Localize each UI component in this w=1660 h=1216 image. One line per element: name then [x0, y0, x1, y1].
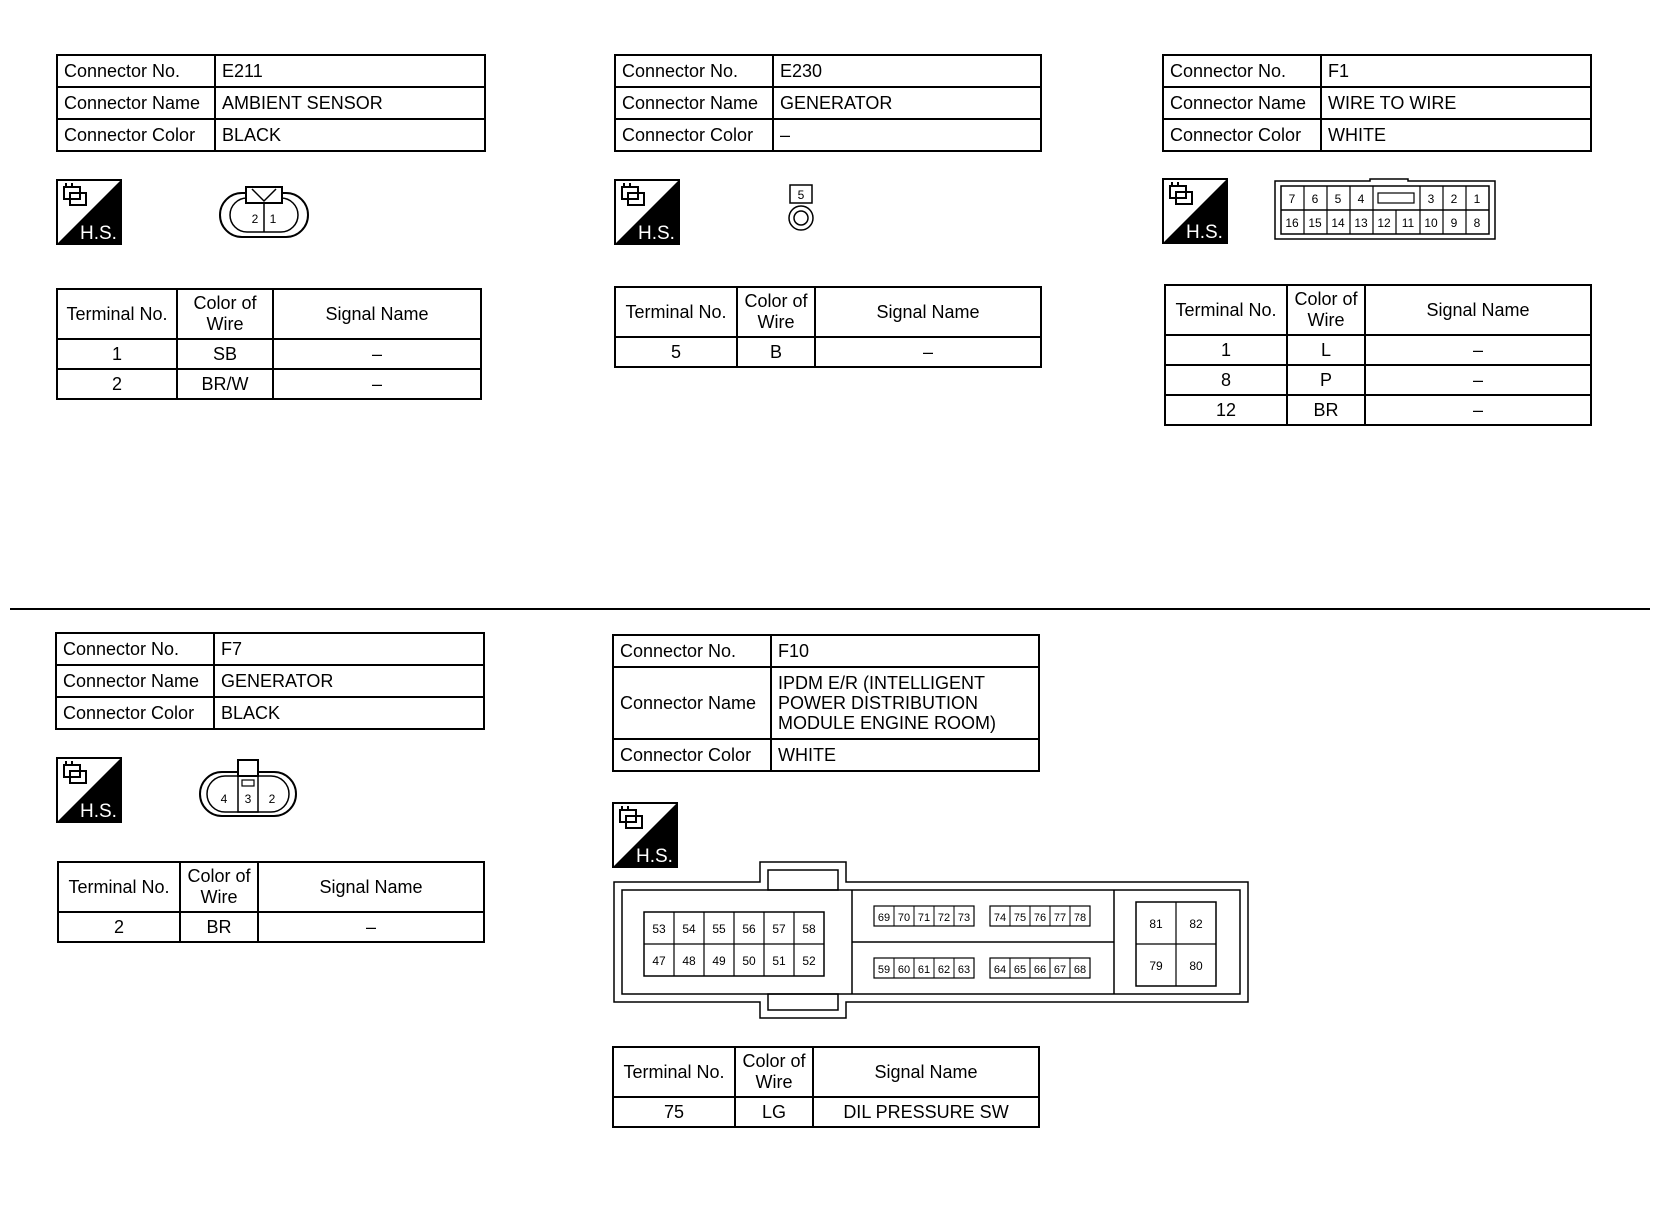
- terminal-no-header: Terminal No.: [58, 862, 180, 912]
- pin-76: 76: [1033, 912, 1047, 924]
- pin-47: 47: [652, 954, 666, 968]
- pin-8: 8: [1473, 216, 1481, 230]
- pin-79: 79: [1149, 959, 1163, 973]
- wire-color-header: Color of Wire: [177, 289, 273, 339]
- pin-56: 56: [742, 922, 756, 936]
- wire-color-header: Color of Wire: [737, 287, 815, 337]
- wire-color-header: Color of Wire: [1287, 285, 1365, 335]
- pin-57: 57: [772, 922, 786, 936]
- pin-11: 11: [1401, 216, 1415, 230]
- pin-62: 62: [937, 964, 951, 976]
- pin-54: 54: [682, 922, 696, 936]
- section-divider: [10, 608, 1650, 610]
- connector-no-value: F10: [771, 635, 1039, 667]
- table-row: 8 P –: [1165, 365, 1591, 395]
- pin-10: 10: [1424, 216, 1438, 230]
- harness-side-icon: [612, 802, 678, 868]
- connector-face-e230: [786, 183, 816, 233]
- connector-f10: [612, 634, 1040, 772]
- pin-72: 72: [937, 912, 951, 924]
- connector-info-table: [55, 632, 485, 730]
- pin-70: 70: [897, 912, 911, 924]
- connector-e230: [614, 54, 1042, 152]
- connector-color-value: BLACK: [214, 697, 484, 729]
- signal-name-header: Signal Name: [258, 862, 484, 912]
- terminal-no-header: Terminal No.: [1165, 285, 1287, 335]
- table-row: 12 BR –: [1165, 395, 1591, 425]
- hs-label: H.S.: [1186, 222, 1223, 243]
- terminal-no-header: Terminal No.: [57, 289, 177, 339]
- table-row: 1 SB –: [57, 339, 481, 369]
- connector-no-value: E211: [215, 55, 485, 87]
- pin-53: 53: [652, 922, 666, 936]
- connector-no-value: E230: [773, 55, 1041, 87]
- pin-5: 5: [1334, 192, 1342, 206]
- terminal-table: [1164, 284, 1592, 426]
- pin-2: 2: [268, 792, 276, 806]
- pin-1: 1: [1473, 192, 1481, 206]
- connector-no-label: Connector No.: [56, 633, 214, 665]
- connector-face-f7: [198, 758, 298, 818]
- connector-f7: [55, 632, 485, 730]
- pin-14: 14: [1331, 216, 1345, 230]
- signal-name-header: Signal Name: [815, 287, 1041, 337]
- pin-65: 65: [1013, 964, 1027, 976]
- harness-side-icon: [614, 179, 680, 245]
- pin-66: 66: [1033, 964, 1047, 976]
- pin-77: 77: [1053, 912, 1067, 924]
- terminal-table: [57, 861, 485, 943]
- pin-69: 69: [877, 912, 891, 924]
- connector-no-label: Connector No.: [57, 55, 215, 87]
- pin-7: 7: [1288, 192, 1296, 206]
- signal-name-header: Signal Name: [1365, 285, 1591, 335]
- connector-info-table: [614, 54, 1042, 152]
- connector-name-value: WIRE TO WIRE: [1321, 87, 1591, 119]
- pin-58: 58: [802, 922, 816, 936]
- pin-59: 59: [877, 964, 891, 976]
- pin-80: 80: [1189, 959, 1203, 973]
- pin-55: 55: [712, 922, 726, 936]
- pin-60: 60: [897, 964, 911, 976]
- pin-64: 64: [993, 964, 1007, 976]
- pin-74: 74: [993, 912, 1007, 924]
- pin-4: 4: [1357, 192, 1365, 206]
- table-row: 75 LG DIL PRESSURE SW: [613, 1097, 1039, 1127]
- connector-face-f10: [612, 860, 1252, 1020]
- connector-info-table: [56, 54, 486, 152]
- connector-name-value: AMBIENT SENSOR: [215, 87, 485, 119]
- connector-name-label: Connector Name: [56, 665, 214, 697]
- pin-73: 73: [957, 912, 971, 924]
- connector-face-f1: [1274, 178, 1496, 240]
- pin-9: 9: [1450, 216, 1458, 230]
- pin-48: 48: [682, 954, 696, 968]
- connector-color-label: Connector Color: [56, 697, 214, 729]
- connector-info-table: [612, 634, 1040, 772]
- hs-label: H.S.: [80, 223, 117, 244]
- harness-side-icon: [56, 179, 122, 245]
- pin-1: 1: [269, 212, 277, 226]
- signal-name-header: Signal Name: [273, 289, 481, 339]
- pin-13: 13: [1354, 216, 1368, 230]
- connector-no-value: F7: [214, 633, 484, 665]
- wire-color-header: Color of Wire: [735, 1047, 813, 1097]
- pin-3: 3: [244, 792, 252, 806]
- connector-face-e211: [218, 185, 310, 243]
- connector-name-label: Connector Name: [57, 87, 215, 119]
- connector-no-label: Connector No.: [613, 635, 771, 667]
- table-row: 5 B –: [615, 337, 1041, 367]
- connector-color-label: Connector Color: [1163, 119, 1321, 151]
- pin-49: 49: [712, 954, 726, 968]
- pin-16: 16: [1285, 216, 1299, 230]
- signal-name-header: Signal Name: [813, 1047, 1039, 1097]
- pin-3: 3: [1427, 192, 1435, 206]
- wire-color-header: Color of Wire: [180, 862, 258, 912]
- pin-4: 4: [220, 792, 228, 806]
- terminal-no-header: Terminal No.: [615, 287, 737, 337]
- connector-color-label: Connector Color: [57, 119, 215, 151]
- pin-12: 12: [1377, 216, 1391, 230]
- hs-label: H.S.: [638, 223, 675, 244]
- pin-51: 51: [772, 954, 786, 968]
- connector-name-label: Connector Name: [1163, 87, 1321, 119]
- connector-no-value: F1: [1321, 55, 1591, 87]
- connector-color-label: Connector Color: [615, 119, 773, 151]
- harness-side-icon: [1162, 178, 1228, 244]
- hs-label: H.S.: [636, 846, 673, 867]
- terminal-no-header: Terminal No.: [613, 1047, 735, 1097]
- terminal-table: [614, 286, 1042, 368]
- table-row: 2 BR/W –: [57, 369, 481, 399]
- pin-50: 50: [742, 954, 756, 968]
- pin-2: 2: [1450, 192, 1458, 206]
- connector-color-value: BLACK: [215, 119, 485, 151]
- pin-5: 5: [797, 188, 805, 202]
- connector-color-value: –: [773, 119, 1041, 151]
- pin-68: 68: [1073, 964, 1087, 976]
- pin-81: 81: [1149, 917, 1163, 931]
- connector-name-value: GENERATOR: [214, 665, 484, 697]
- pin-75: 75: [1013, 912, 1027, 924]
- connector-no-label: Connector No.: [615, 55, 773, 87]
- connector-name-value: GENERATOR: [773, 87, 1041, 119]
- connector-e211: [56, 54, 486, 152]
- pin-61: 61: [917, 964, 931, 976]
- connector-color-value: WHITE: [1321, 119, 1591, 151]
- connector-name-label: Connector Name: [615, 87, 773, 119]
- terminal-table: [612, 1046, 1040, 1128]
- connector-f1: [1162, 54, 1592, 152]
- harness-side-icon: [56, 757, 122, 823]
- pin-6: 6: [1311, 192, 1319, 206]
- connector-no-label: Connector No.: [1163, 55, 1321, 87]
- pin-63: 63: [957, 964, 971, 976]
- pin-71: 71: [917, 912, 931, 924]
- pin-82: 82: [1189, 917, 1203, 931]
- table-row: 1 L –: [1165, 335, 1591, 365]
- hs-label: H.S.: [80, 801, 117, 822]
- connector-name-value: IPDM E/R (INTELLIGENT POWER DISTRIBUTION MODULE ENGINE ROOM): [771, 667, 1039, 739]
- pin-2: 2: [251, 212, 259, 226]
- connector-color-value: WHITE: [771, 739, 1039, 771]
- connector-name-label: Connector Name: [613, 667, 771, 739]
- pin-67: 67: [1053, 964, 1067, 976]
- pin-52: 52: [802, 954, 816, 968]
- pin-15: 15: [1308, 216, 1322, 230]
- table-row: 2 BR –: [58, 912, 484, 942]
- connector-info-table: [1162, 54, 1592, 152]
- pin-78: 78: [1073, 912, 1087, 924]
- connector-color-label: Connector Color: [613, 739, 771, 771]
- terminal-table: [56, 288, 482, 400]
